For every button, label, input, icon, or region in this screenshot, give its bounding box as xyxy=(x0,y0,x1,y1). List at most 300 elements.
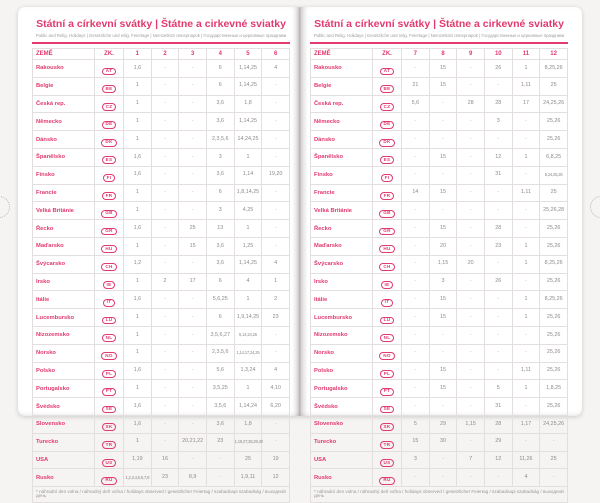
holiday-dates-cell: - xyxy=(402,309,430,327)
holiday-dates-cell: - xyxy=(429,326,457,344)
holiday-dates-cell: - xyxy=(429,166,457,184)
holiday-dates-cell: 1,19,27,28,29,30 xyxy=(234,433,262,451)
holiday-dates-cell: 20,21,22 xyxy=(179,433,207,451)
country-row xyxy=(33,273,290,291)
holiday-dates-cell: 25 xyxy=(234,451,262,469)
country-code-badge: FR xyxy=(102,192,117,200)
holiday-dates-cell: - xyxy=(179,398,207,416)
title-rule xyxy=(32,42,290,44)
holiday-dates-cell: 1 xyxy=(124,433,152,451)
holiday-dates-cell: 1,17 xyxy=(512,415,540,433)
country-code-cell xyxy=(95,220,124,238)
holiday-dates-cell: - xyxy=(512,273,540,291)
country-code-badge: AT xyxy=(102,68,116,76)
holiday-dates-cell: - xyxy=(402,326,430,344)
country-name: Dánsko xyxy=(33,131,95,149)
country-code-cell xyxy=(95,131,124,149)
holiday-dates-cell: - xyxy=(484,344,512,362)
country-code-cell xyxy=(373,309,402,327)
page-subtitle: Public and Relig. Holidays | Gesetzliche und relig. Feiertage | Nemzetközi ünnepnapok | Государственные и церковные праздники xyxy=(313,33,565,38)
country-code-badge: NO xyxy=(101,352,117,360)
page-subtitle: Public and Relig. Holidays | Gesetzliche und relig. Feiertage | Nemzetközi ünnepnapok | Государственные и церковные праздники xyxy=(35,33,287,38)
country-name: Irsko xyxy=(33,273,95,291)
country-row xyxy=(33,326,290,344)
holiday-dates-cell: - xyxy=(179,344,207,362)
month-column-header: 7 xyxy=(402,49,430,60)
holiday-dates-cell: - xyxy=(457,433,485,451)
holiday-dates-cell: - xyxy=(262,113,290,131)
holiday-dates-cell: 15 xyxy=(429,362,457,380)
country-code-cell xyxy=(373,95,402,113)
holiday-dates-cell: - xyxy=(402,398,430,416)
holiday-dates-cell: 1,6 xyxy=(124,148,152,166)
country-code-badge: PT xyxy=(380,388,394,396)
country-row xyxy=(33,148,290,166)
holiday-dates-cell: 1 xyxy=(234,291,262,309)
country-row xyxy=(33,291,290,309)
holiday-dates-cell: 1,3,24 xyxy=(234,362,262,380)
holiday-dates-cell: 1 xyxy=(124,184,152,202)
country-row xyxy=(311,433,568,451)
holiday-dates-cell: 12 xyxy=(484,148,512,166)
country-code-cell xyxy=(373,273,402,291)
holiday-dates-cell: - xyxy=(457,60,485,78)
holiday-dates-cell: 5,6,25 xyxy=(206,291,234,309)
country-code-cell xyxy=(95,237,124,255)
holiday-dates-cell: 3,5,6,27 xyxy=(206,326,234,344)
country-row xyxy=(33,451,290,469)
country-name: Francie xyxy=(33,184,95,202)
country-code-badge: IT xyxy=(381,299,394,307)
holiday-dates-cell: 28 xyxy=(457,95,485,113)
holiday-dates-cell: 4 xyxy=(234,273,262,291)
holiday-dates-cell: - xyxy=(429,95,457,113)
holiday-dates-cell: - xyxy=(206,451,234,469)
country-name: Polsko xyxy=(33,362,95,380)
country-code-cell xyxy=(373,220,402,238)
country-name: Itálie xyxy=(311,291,373,309)
country-code-badge: RU xyxy=(101,477,116,485)
holiday-dates-cell: 3,6 xyxy=(206,166,234,184)
code-column-header: ZK. xyxy=(373,49,402,60)
holiday-dates-cell: 1 xyxy=(124,326,152,344)
holiday-dates-cell: - xyxy=(262,131,290,149)
country-name: Portugalsko xyxy=(33,380,95,398)
holiday-dates-cell: - xyxy=(262,433,290,451)
country-name: Maďarsko xyxy=(33,237,95,255)
holiday-dates-cell: 1,14 xyxy=(234,166,262,184)
holiday-dates-cell: 1,6 xyxy=(124,398,152,416)
month-column-header: 12 xyxy=(540,49,568,60)
holiday-dates-cell: - xyxy=(151,398,179,416)
holiday-dates-cell: - xyxy=(457,113,485,131)
holiday-dates-cell: 20 xyxy=(457,255,485,273)
country-code-cell xyxy=(373,344,402,362)
month-column-header: 10 xyxy=(484,49,512,60)
holiday-dates-cell: - xyxy=(151,237,179,255)
country-row xyxy=(311,326,568,344)
holiday-dates-cell: - xyxy=(179,131,207,149)
country-code-badge: TR xyxy=(380,441,395,449)
holiday-dates-cell: 1,6 xyxy=(124,220,152,238)
holiday-dates-cell: 25,26 xyxy=(540,237,568,255)
holiday-dates-cell: - xyxy=(402,148,430,166)
country-code-cell xyxy=(373,202,402,220)
holiday-dates-cell: 1 xyxy=(124,273,152,291)
country-code-badge: NL xyxy=(102,334,117,342)
country-row xyxy=(311,237,568,255)
country-code-badge: IE xyxy=(103,281,116,289)
holiday-dates-cell: 1,8,14,25 xyxy=(234,184,262,202)
country-code-cell xyxy=(373,326,402,344)
holiday-dates-cell: - xyxy=(151,220,179,238)
holiday-dates-cell: 25,26,28 xyxy=(540,202,568,220)
country-row xyxy=(311,398,568,416)
country-code-badge: CH xyxy=(379,263,394,271)
holiday-dates-cell: - xyxy=(402,291,430,309)
holiday-dates-cell: 4 xyxy=(262,255,290,273)
country-name: USA xyxy=(33,451,95,469)
country-code-cell xyxy=(373,398,402,416)
country-row xyxy=(33,184,290,202)
holiday-dates-cell: 24,25,26 xyxy=(540,95,568,113)
holiday-dates-cell: - xyxy=(512,220,540,238)
country-code-badge: AT xyxy=(380,68,394,76)
month-column-header: 8 xyxy=(429,49,457,60)
holiday-dates-cell: - xyxy=(484,469,512,487)
holiday-dates-cell: 1 xyxy=(124,344,152,362)
holiday-dates-cell: - xyxy=(457,148,485,166)
month-column-header: 3 xyxy=(179,49,207,60)
holiday-dates-cell: 1,11 xyxy=(512,77,540,95)
title-rule xyxy=(310,42,568,44)
month-column-header: 6 xyxy=(262,49,290,60)
holiday-dates-cell: - xyxy=(457,237,485,255)
country-row xyxy=(311,380,568,398)
holiday-dates-cell: 1 xyxy=(124,131,152,149)
holiday-dates-cell: 25 xyxy=(540,184,568,202)
country-code-badge: TR xyxy=(102,441,117,449)
holiday-dates-cell: - xyxy=(484,184,512,202)
holiday-dates-cell: - xyxy=(206,469,234,487)
country-row xyxy=(311,202,568,220)
holidays-table-months-1-6 xyxy=(32,48,290,503)
holiday-dates-cell: 25 xyxy=(540,451,568,469)
holiday-dates-cell: - xyxy=(484,131,512,149)
country-row xyxy=(311,60,568,78)
holiday-dates-cell: 4 xyxy=(262,362,290,380)
holiday-dates-cell: 1 xyxy=(512,237,540,255)
country-name: Portugalsko xyxy=(311,380,373,398)
holiday-dates-cell: - xyxy=(179,309,207,327)
holiday-dates-cell: 8,25,26 xyxy=(540,291,568,309)
country-code-badge: HU xyxy=(101,245,116,253)
country-name: Slovensko xyxy=(33,415,95,433)
holiday-dates-cell: 1,6 xyxy=(124,166,152,184)
country-code-badge: CZ xyxy=(380,103,395,111)
holiday-dates-cell: 1 xyxy=(512,255,540,273)
holiday-dates-cell: 20 xyxy=(429,237,457,255)
country-code-cell xyxy=(373,469,402,487)
holiday-dates-cell: 1 xyxy=(124,237,152,255)
holiday-dates-cell: - xyxy=(179,291,207,309)
holiday-dates-cell: 6 xyxy=(206,60,234,78)
holiday-dates-cell: 1,8 xyxy=(234,415,262,433)
holiday-dates-cell: 23 xyxy=(484,237,512,255)
country-row xyxy=(311,344,568,362)
holiday-dates-cell: - xyxy=(179,202,207,220)
country-row xyxy=(33,60,290,78)
month-column-header: 5 xyxy=(234,49,262,60)
country-code-cell xyxy=(95,166,124,184)
holiday-dates-cell: 7 xyxy=(457,451,485,469)
holiday-dates-cell: 4 xyxy=(512,469,540,487)
holiday-dates-cell: - xyxy=(151,326,179,344)
holiday-dates-cell: 26 xyxy=(484,273,512,291)
holiday-dates-cell: 26 xyxy=(484,60,512,78)
holiday-dates-cell: - xyxy=(151,415,179,433)
country-row xyxy=(33,255,290,273)
country-row xyxy=(33,398,290,416)
holiday-dates-cell: 1,19 xyxy=(124,451,152,469)
country-name: Norsko xyxy=(311,344,373,362)
holiday-dates-cell: 17 xyxy=(179,273,207,291)
country-code-badge: ES xyxy=(102,156,117,164)
holiday-dates-cell: 25,26 xyxy=(540,344,568,362)
country-code-cell xyxy=(373,131,402,149)
holiday-dates-cell: 1 xyxy=(234,148,262,166)
country-row xyxy=(33,380,290,398)
country-code-cell xyxy=(95,148,124,166)
country-code-cell xyxy=(373,237,402,255)
holiday-dates-cell: 23 xyxy=(262,309,290,327)
holiday-dates-cell: 12 xyxy=(262,469,290,487)
holiday-dates-cell: 3,6 xyxy=(206,415,234,433)
holiday-dates-cell: 1 xyxy=(234,220,262,238)
country-name: Rusko xyxy=(311,469,373,487)
holiday-dates-cell: - xyxy=(151,433,179,451)
holiday-dates-cell: 15 xyxy=(179,237,207,255)
country-name: Německo xyxy=(33,113,95,131)
holiday-dates-cell: 25,26 xyxy=(540,326,568,344)
country-code-cell xyxy=(95,380,124,398)
country-code-badge: BE xyxy=(380,85,395,93)
country-code-badge: GB xyxy=(379,210,395,218)
holiday-dates-cell: - xyxy=(457,166,485,184)
country-name: Španělsko xyxy=(311,148,373,166)
holiday-dates-cell: - xyxy=(179,184,207,202)
holiday-dates-cell: 1 xyxy=(124,202,152,220)
holiday-dates-cell: 23 xyxy=(206,433,234,451)
holiday-dates-cell: - xyxy=(484,309,512,327)
country-row xyxy=(33,433,290,451)
country-name: Finsko xyxy=(33,166,95,184)
holiday-dates-cell: 28 xyxy=(484,415,512,433)
holiday-dates-cell: 25,26 xyxy=(540,398,568,416)
country-name: Lucembursko xyxy=(311,309,373,327)
holiday-dates-cell: - xyxy=(512,433,540,451)
header-row xyxy=(33,49,290,60)
holiday-dates-cell: - xyxy=(402,166,430,184)
holiday-dates-cell: - xyxy=(151,309,179,327)
country-row xyxy=(311,451,568,469)
country-code-cell xyxy=(373,166,402,184)
holiday-dates-cell: - xyxy=(457,220,485,238)
country-code-cell xyxy=(373,148,402,166)
holiday-dates-cell: - xyxy=(484,291,512,309)
country-code-cell xyxy=(95,309,124,327)
holiday-dates-cell: - xyxy=(484,202,512,220)
holiday-dates-cell: 19,20 xyxy=(262,166,290,184)
holiday-dates-cell: - xyxy=(402,237,430,255)
holiday-dates-cell: 15 xyxy=(429,220,457,238)
holiday-dates-cell: - xyxy=(179,415,207,433)
holiday-dates-cell: 12 xyxy=(484,451,512,469)
holiday-dates-cell: - xyxy=(179,380,207,398)
holiday-dates-cell: - xyxy=(262,77,290,95)
holiday-dates-cell: 1,15 xyxy=(457,415,485,433)
country-code-cell xyxy=(373,362,402,380)
holiday-dates-cell: - xyxy=(429,398,457,416)
holiday-dates-cell: - xyxy=(429,202,457,220)
holiday-dates-cell: - xyxy=(457,344,485,362)
footnote-row xyxy=(33,487,290,503)
holiday-dates-cell: 1 xyxy=(124,113,152,131)
country-row xyxy=(33,220,290,238)
holiday-dates-cell: - xyxy=(402,380,430,398)
country-name: Rakousko xyxy=(33,60,95,78)
country-code-badge: PT xyxy=(102,388,116,396)
country-name: Německo xyxy=(311,113,373,131)
holiday-dates-cell: 15 xyxy=(429,380,457,398)
country-name: Belgie xyxy=(311,77,373,95)
holiday-dates-cell: - xyxy=(262,237,290,255)
country-code-cell xyxy=(95,255,124,273)
country-name: Itálie xyxy=(33,291,95,309)
country-name: Turecko xyxy=(311,433,373,451)
holiday-dates-cell: - xyxy=(151,380,179,398)
holiday-dates-cell: - xyxy=(262,415,290,433)
holiday-dates-cell: 14,24,25 xyxy=(234,131,262,149)
holiday-dates-cell: - xyxy=(457,326,485,344)
country-row xyxy=(311,415,568,433)
holiday-dates-cell: 3 xyxy=(206,202,234,220)
country-code-badge: US xyxy=(380,459,395,467)
holiday-dates-cell: 1 xyxy=(512,148,540,166)
month-column-header: 2 xyxy=(151,49,179,60)
country-code-badge: CH xyxy=(101,263,116,271)
holiday-dates-cell: - xyxy=(179,60,207,78)
holiday-dates-cell: - xyxy=(151,291,179,309)
holiday-dates-cell: 1,11 xyxy=(512,184,540,202)
country-code-cell xyxy=(373,380,402,398)
holiday-dates-cell: 15 xyxy=(429,184,457,202)
holiday-dates-cell: - xyxy=(484,255,512,273)
holiday-dates-cell: 25,26 xyxy=(540,309,568,327)
holiday-dates-cell: 1 xyxy=(124,77,152,95)
holiday-dates-cell: 5 xyxy=(402,415,430,433)
holiday-dates-cell: - xyxy=(262,95,290,113)
country-name: Slovensko xyxy=(311,415,373,433)
holiday-dates-cell: - xyxy=(179,255,207,273)
holiday-dates-cell: - xyxy=(151,95,179,113)
holidays-table-months-7-12 xyxy=(310,48,568,503)
country-column-header: ZEMĚ xyxy=(33,49,95,60)
country-name: Rusko xyxy=(33,469,95,487)
holiday-dates-cell: 1,6 xyxy=(124,291,152,309)
holiday-dates-cell: 28 xyxy=(484,220,512,238)
holiday-dates-cell: - xyxy=(457,184,485,202)
holiday-dates-cell: - xyxy=(512,131,540,149)
holiday-dates-cell: 17 xyxy=(512,95,540,113)
holiday-dates-cell: 1,9,14,25 xyxy=(234,309,262,327)
holiday-dates-cell: 8,9 xyxy=(179,469,207,487)
country-name: Řecko xyxy=(33,220,95,238)
holiday-dates-cell: - xyxy=(402,255,430,273)
holiday-dates-cell: 1,15 xyxy=(429,255,457,273)
country-code-badge: GR xyxy=(101,228,117,236)
country-row xyxy=(311,131,568,149)
country-code-badge: SE xyxy=(102,406,117,414)
holiday-dates-cell: - xyxy=(540,433,568,451)
country-row xyxy=(311,166,568,184)
holiday-dates-cell: 3 xyxy=(206,148,234,166)
country-code-cell xyxy=(95,291,124,309)
holiday-dates-cell: 1,25 xyxy=(234,237,262,255)
country-row xyxy=(33,95,290,113)
holiday-dates-cell: 15 xyxy=(429,60,457,78)
country-row xyxy=(33,113,290,131)
holiday-dates-cell: 15 xyxy=(429,291,457,309)
holiday-dates-cell: - xyxy=(457,309,485,327)
holiday-dates-cell: - xyxy=(179,166,207,184)
holiday-dates-cell: - xyxy=(484,77,512,95)
holiday-dates-cell: - xyxy=(262,202,290,220)
holiday-dates-cell: 15 xyxy=(429,309,457,327)
holiday-dates-cell: 3 xyxy=(402,451,430,469)
holiday-dates-cell: 13 xyxy=(206,220,234,238)
country-code-badge: FR xyxy=(380,192,395,200)
holiday-dates-cell: 6,8,25 xyxy=(540,148,568,166)
country-code-cell xyxy=(95,469,124,487)
country-row xyxy=(311,362,568,380)
country-code-badge: SK xyxy=(380,423,395,431)
country-name: Maďarsko xyxy=(311,237,373,255)
holiday-dates-cell: 8,25,26 xyxy=(540,60,568,78)
footnote: * náhradní den volna / náhradný deň voľna / holidays observed / gesetzlicher Feiertag / szabadnapi szabadság / выходной день xyxy=(33,487,290,503)
holiday-dates-cell: - xyxy=(262,344,290,362)
holiday-dates-cell: 1 xyxy=(512,60,540,78)
country-row xyxy=(33,415,290,433)
holiday-dates-cell: 1,2,3,4,5,6,7,8 xyxy=(124,469,152,487)
country-code-cell xyxy=(373,415,402,433)
holiday-dates-cell: - xyxy=(402,469,430,487)
country-code-cell xyxy=(373,451,402,469)
holiday-dates-cell: - xyxy=(262,220,290,238)
country-row xyxy=(33,469,290,487)
holiday-dates-cell: - xyxy=(457,273,485,291)
country-name: Irsko xyxy=(311,273,373,291)
country-name: Rakousko xyxy=(311,60,373,78)
country-row xyxy=(311,184,568,202)
country-code-badge: FI xyxy=(381,174,394,182)
holiday-dates-cell: 6,24,25,26 xyxy=(540,166,568,184)
holiday-dates-cell: - xyxy=(457,380,485,398)
holiday-dates-cell: - xyxy=(151,362,179,380)
country-code-badge: CZ xyxy=(102,103,117,111)
holiday-dates-cell: 25,26 xyxy=(540,220,568,238)
holiday-dates-cell: 25,26 xyxy=(540,362,568,380)
